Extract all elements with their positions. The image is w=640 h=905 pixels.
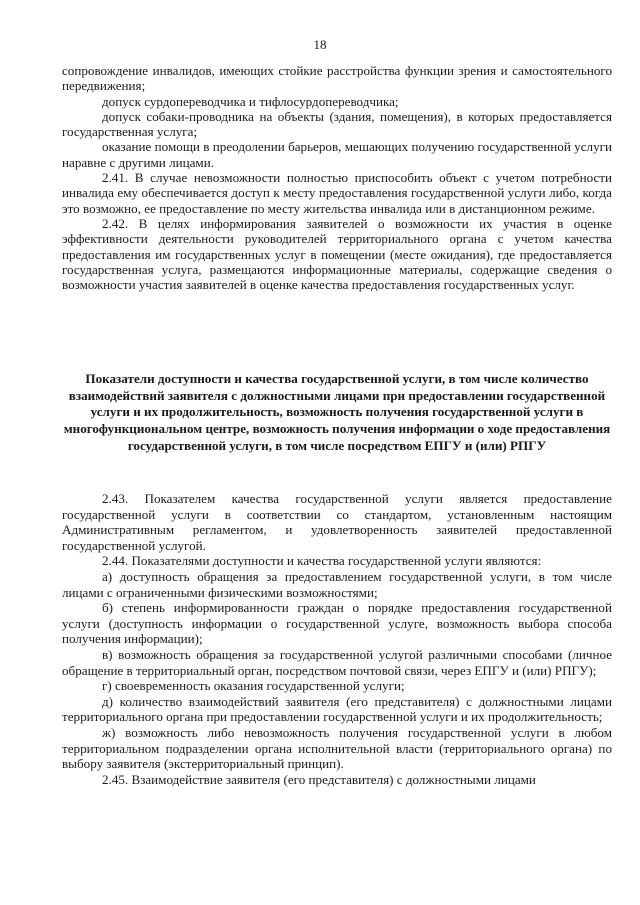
paragraph: д) количество взаимодействий заявителя (его представителя) с должностными лицами территориального органа при предоставлении государственной услуги и их продолжительность;: [62, 693, 612, 725]
paragraph: 2.41. В случае невозможности полностью приспособить объект с учетом потребности инвалида ему обеспечивается доступ к месту предоставления государственной услуги либо, когда это возможно, ее предоставление по месту жительства инвалида или в дистанционном режиме.: [62, 170, 612, 216]
paragraph: в) возможность обращения за государственной услугой различными способами (личное обращение в территориальный орган, посредством почтовой связи, через ЕПГУ и (или) РПГУ);: [62, 646, 612, 678]
body-text-bottom: [62, 491, 612, 787]
paragraph: а) доступность обращения за предоставлением государственной услуги, в том числе лицами с ограниченными физическими возможностями;: [62, 568, 612, 600]
paragraph: 2.42. В целях информирования заявителей о возможности их участия в оценке эффективности деятельности руководителей территориального органа с учетом качества предоставления им государственных услуг в помещении (месте ожидания), где предоставляется государственная услуга, размещаются информационные материалы, содержащие сведения о возможности участия заявителей в оценке качества предоставления государственных услуг.: [62, 215, 612, 293]
paragraph: сопровождение инвалидов, имеющих стойкие расстройства функции зрения и самостоятельного передвижения;: [62, 63, 612, 94]
paragraph: допуск собаки-проводника на объекты (здания, помещения), в которых предоставляется государственная услуга;: [62, 108, 612, 140]
paragraph: 2.45. Взаимодействие заявителя (его представителя) с должностными лицами: [102, 771, 536, 787]
paragraph: оказание помощи в преодолении барьеров, мешающих получению государственной услуги наравне с другими лицами.: [62, 139, 612, 170]
paragraph: г) своевременность оказания государственной услуги;: [102, 678, 405, 694]
paragraph: допуск сурдопереводчика и тифлосурдопереводчика;: [102, 93, 399, 109]
paragraph: б) степень информированности граждан о порядке предоставления государственной услуги (доступность информации о государственной услуге, возможность выбора способа получения информации);: [62, 600, 612, 647]
paragraph: 2.44. Показателями доступности и качества государственной услуги являются:: [102, 553, 542, 569]
section-heading: Показатели доступности и качества государственной услуги, в том числе количество взаимодействий заявителя с должностными лицами при предоставлении государственной услуги и их продолжительность, возможность получения государственной услуги в многофункциональном центре, возможность получения информации о ходе предоставления государственной услуги, в том числе посредством ЕПГУ и (или) РПГУ: [63, 371, 611, 453]
body-text-top: [62, 63, 612, 292]
page-number: 18: [313, 37, 327, 52]
paragraph: ж) возможность либо невозможность получения государственной услуги в любом территориальном подразделении органа исполнительной власти (территориального органа) по выбору заявителя (экстерриториальный принцип).: [62, 724, 612, 772]
paragraph: 2.43. Показателем качества государственной услуги является предоставление государственной услуги в соответствии со стандартом, установленным настоящим Административным регламентом, и удовлетворенность заявителей предоставленной государственной услугой.: [62, 491, 612, 553]
